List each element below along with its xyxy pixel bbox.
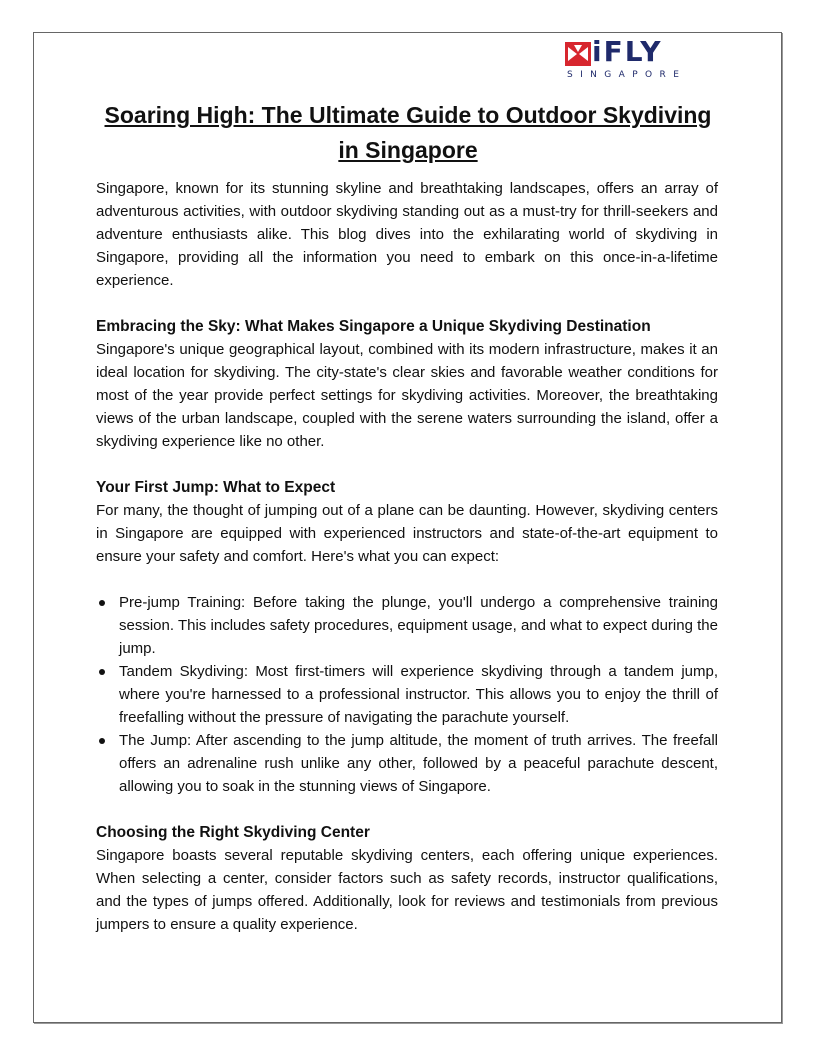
bullet-list [96, 591, 718, 798]
list-item [96, 591, 718, 660]
section-paragraph: Singapore's unique geographical layout, combined with its modern infrastructure, makes it an ideal location for skydiving. The city-state's clear skies and favorable weather conditions for most of the year provide perfect settings for skydiving activities. Moreover, the breathtaking views of the urban landscape, coupled with the serene waters surrounding the island, offer a skydiving experience like no other. [96, 341, 718, 450]
list-item [96, 660, 718, 729]
list-item-text: Tandem Skydiving: Most first-timers will experience skydiving through a tandem jump, where you're harnessed to a professional instructor. This allows you to enjoy the thrill of freefalling without the pressure of navigating the parachute yourself. [119, 663, 718, 726]
list-item [96, 729, 718, 798]
section-heading: Your First Jump: What to Expect [96, 479, 336, 496]
section-choosing-center [96, 821, 718, 936]
list-item-text: The Jump: After ascending to the jump altitude, the moment of truth arrives. The freefall offers an adrenaline rush unlike any other, followed by a peaceful parachute descent, allowing you to soak in the stunning views of Singapore. [119, 732, 718, 795]
section-first-jump [96, 476, 718, 798]
bullet-icon [99, 669, 105, 675]
logo-subtitle: SINGAPORE [567, 70, 687, 80]
logo-brand-text: iFLY [592, 35, 663, 68]
article-body [96, 177, 718, 936]
brand-logo [565, 35, 693, 83]
bullet-icon [99, 600, 105, 606]
list-item-text: Pre-jump Training: Before taking the plunge, you'll undergo a comprehensive training session. This includes safety procedures, equipment usage, and what to expect during the jump. [119, 594, 718, 657]
page-title: Soaring High: The Ultimate Guide to Outdoor Skydiving in Singapore [104, 102, 712, 163]
section-heading: Choosing the Right Skydiving Center [96, 824, 370, 841]
ifly-logo-icon [565, 42, 591, 66]
section-paragraph: Singapore boasts several reputable skydiving centers, each offering unique experiences. When selecting a center, consider factors such as safety records, instructor qualifications, and the types of jumps offered. Additionally, look for reviews and testimonials from previous jumpers to ensure a quality experience. [96, 847, 718, 933]
bullet-icon [99, 738, 105, 744]
intro-paragraph: Singapore, known for its stunning skyline and breathtaking landscapes, offers an array of adventurous activities, with outdoor skydiving standing out as a must-try for thrill-seekers and adventure enthusiasts alike. This blog dives into the exhilarating world of skydiving in Singapore, providing all the information you need to embark on this once-in-a-lifetime experience. [96, 180, 718, 289]
section-paragraph: For many, the thought of jumping out of a plane can be daunting. However, skydiving centers in Singapore are equipped with experienced instructors and state-of-the-art equipment to ensure your safety and comfort. Here's what you can expect: [96, 502, 718, 565]
section-heading: Embracing the Sky: What Makes Singapore a Unique Skydiving Destination [96, 318, 651, 335]
section-unique-destination [96, 315, 718, 453]
